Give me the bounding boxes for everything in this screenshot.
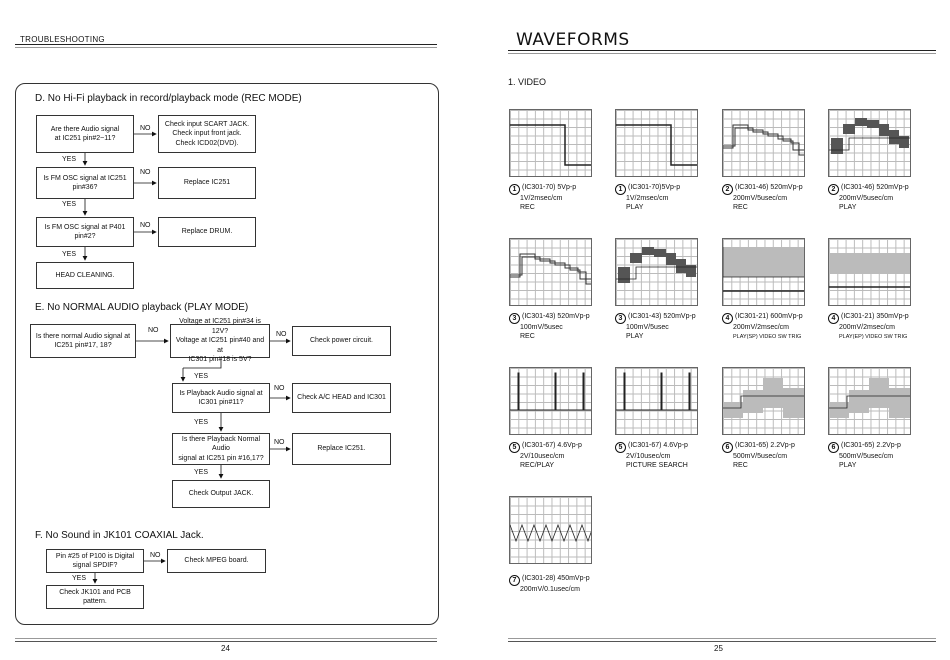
waveform-scope-3 [722,109,805,177]
f-end-box: Check JK101 and PCB pattern. [46,585,144,609]
waveform-scope-8 [828,238,911,306]
d-no-label-2: NO [140,169,151,176]
d-no-label-3: NO [140,222,151,229]
left-page-number: 24 [221,644,230,653]
section-video-label: 1. VIDEO [508,77,547,87]
right-footer-rule [508,638,936,639]
e-q3-box: Is Playback Audio signal at IC301 pin#11? [172,383,270,413]
d-yes-label-1: YES [62,156,77,163]
waveform-caption-3: 2 (IC301-46) 520mVp-p 200mV/5usec/cm REC [722,184,803,212]
f-a1-box: Check MPEG board. [167,549,266,573]
d-end-box: HEAD CLEANING. [36,262,134,289]
page-header-title: TROUBLESHOOTING [20,35,105,44]
waveform-caption-8: 4 (IC301-21) 350mVp-p 200mV/2msec/cm PLAY(EP) VIDEO SW TRIG [828,313,909,341]
d-q3-box: Is FM OSC signal at P401 pin#2? [36,217,134,247]
f-no-label: NO [150,552,161,559]
waveform-caption-7: 4 (IC301-21) 600mVp-p 200mV/2msec/cm PLAY(SP) VIDEO SW TRIG [722,313,803,341]
waveform-scope-6 [615,238,698,306]
waveform-caption-11: 6 (IC301-65) 2.2Vp-p 500mV/5usec/cm REC [722,442,795,470]
d-q2-box: Is FM OSC signal at IC251 pin#36? [36,167,134,199]
d-a1-box: Check input SCART JACK. Check input front jack. Check ICD02(DVD). [158,115,256,153]
footer-rule-2 [15,641,437,642]
e-no-label-1: NO [148,327,159,334]
e-no-label-4: NO [274,439,285,446]
d-yes-label-2: YES [62,201,77,208]
e-q2-box: Voltage at IC251 pin#34 is 12V? Voltage at IC251 pin#40 and at IC301 pin#18 is 5V? [170,324,270,358]
waveform-scope-5 [509,238,592,306]
e-yes-label-1: YES [194,373,209,380]
section-f-title: F. No Sound in JK101 COAXIAL Jack. [35,530,204,541]
right-footer-rule-2 [508,641,936,642]
d-q1-box: Are there Audio signal at IC251 pin#2~11? [36,115,134,153]
waveform-scope-12 [828,367,911,435]
f-q1-box: Pin #25 of P100 is Digital signal SPDIF? [46,549,144,573]
e-no-label-2: NO [276,331,287,338]
waveform-scope-4 [828,109,911,177]
waveform-caption-12: 6 (IC301-65) 2.2Vp-p 500mV/5usec/cm PLAY [828,442,901,470]
waveform-caption-4: 2 (IC301-46) 520mVp-p 200mV/5usec/cm PLAY [828,184,909,212]
waveform-scope-13 [509,496,592,564]
e-q1-box: Is there normal Audio signal at IC251 pin#17, 18? [30,324,136,358]
e-q4-box: Is there Playback Normal Audio signal at IC251 pin #16,17? [172,433,270,465]
title-rule [508,50,936,51]
section-d-title: D. No Hi-Fi playback in record/playback mode (REC MODE) [35,93,302,104]
waveform-scope-10 [615,367,698,435]
waveform-scope-11 [722,367,805,435]
waveform-caption-6: 3 (IC301-43) 520mVp-p 100mV/5usec PLAY [615,313,696,341]
waveform-scope-2 [615,109,698,177]
waveform-scope-7 [722,238,805,306]
title-rule-thin [508,53,936,54]
d-yes-label-3: YES [62,251,77,258]
waveform-caption-9: 5 (IC301-67) 4.6Vp-p 2V/10usec/cm REC/PLAY [509,442,582,470]
waveforms-title: WAVEFORMS [516,30,630,50]
waveform-scope-9 [509,367,592,435]
e-yes-label-2: YES [194,419,209,426]
e-yes-label-3: YES [194,469,209,476]
footer-rule [15,638,437,639]
d-a2-box: Replace IC251 [158,167,256,199]
waveform-caption-5: 3 (IC301-43) 520mVp-p 100mV/5usec REC [509,313,590,341]
waveform-caption-2: 1 (IC301-70)5Vp-p 1V/2msec/cm PLAY [615,184,680,212]
waveform-caption-10: 5 (IC301-67) 4.6Vp-p 2V/10usec/cm PICTURE SEARCH [615,442,688,470]
waveform-caption-13: 7 (IC301-28) 450mVp-p 200mV/0.1usec/cm [509,575,590,595]
e-end-box: Check Output JACK. [172,480,270,508]
flowchart-arrows [0,0,450,640]
d-a3-box: Replace DRUM. [158,217,256,247]
waveform-caption-1: 1 (IC301-70) 5Vp-p 1V/2msec/cm REC [509,184,576,212]
right-page-number: 25 [714,644,723,653]
section-e-title: E. No NORMAL AUDIO playback (PLAY MODE) [35,302,249,313]
e-no-label-3: NO [274,385,285,392]
e-a4-box: Replace IC251. [292,433,391,465]
d-no-label-1: NO [140,125,151,132]
waveform-scope-1 [509,109,592,177]
e-a2-box: Check power circuit. [292,326,391,356]
f-yes-label: YES [72,575,87,582]
e-a3-box: Check A/C HEAD and IC301 [292,383,391,413]
